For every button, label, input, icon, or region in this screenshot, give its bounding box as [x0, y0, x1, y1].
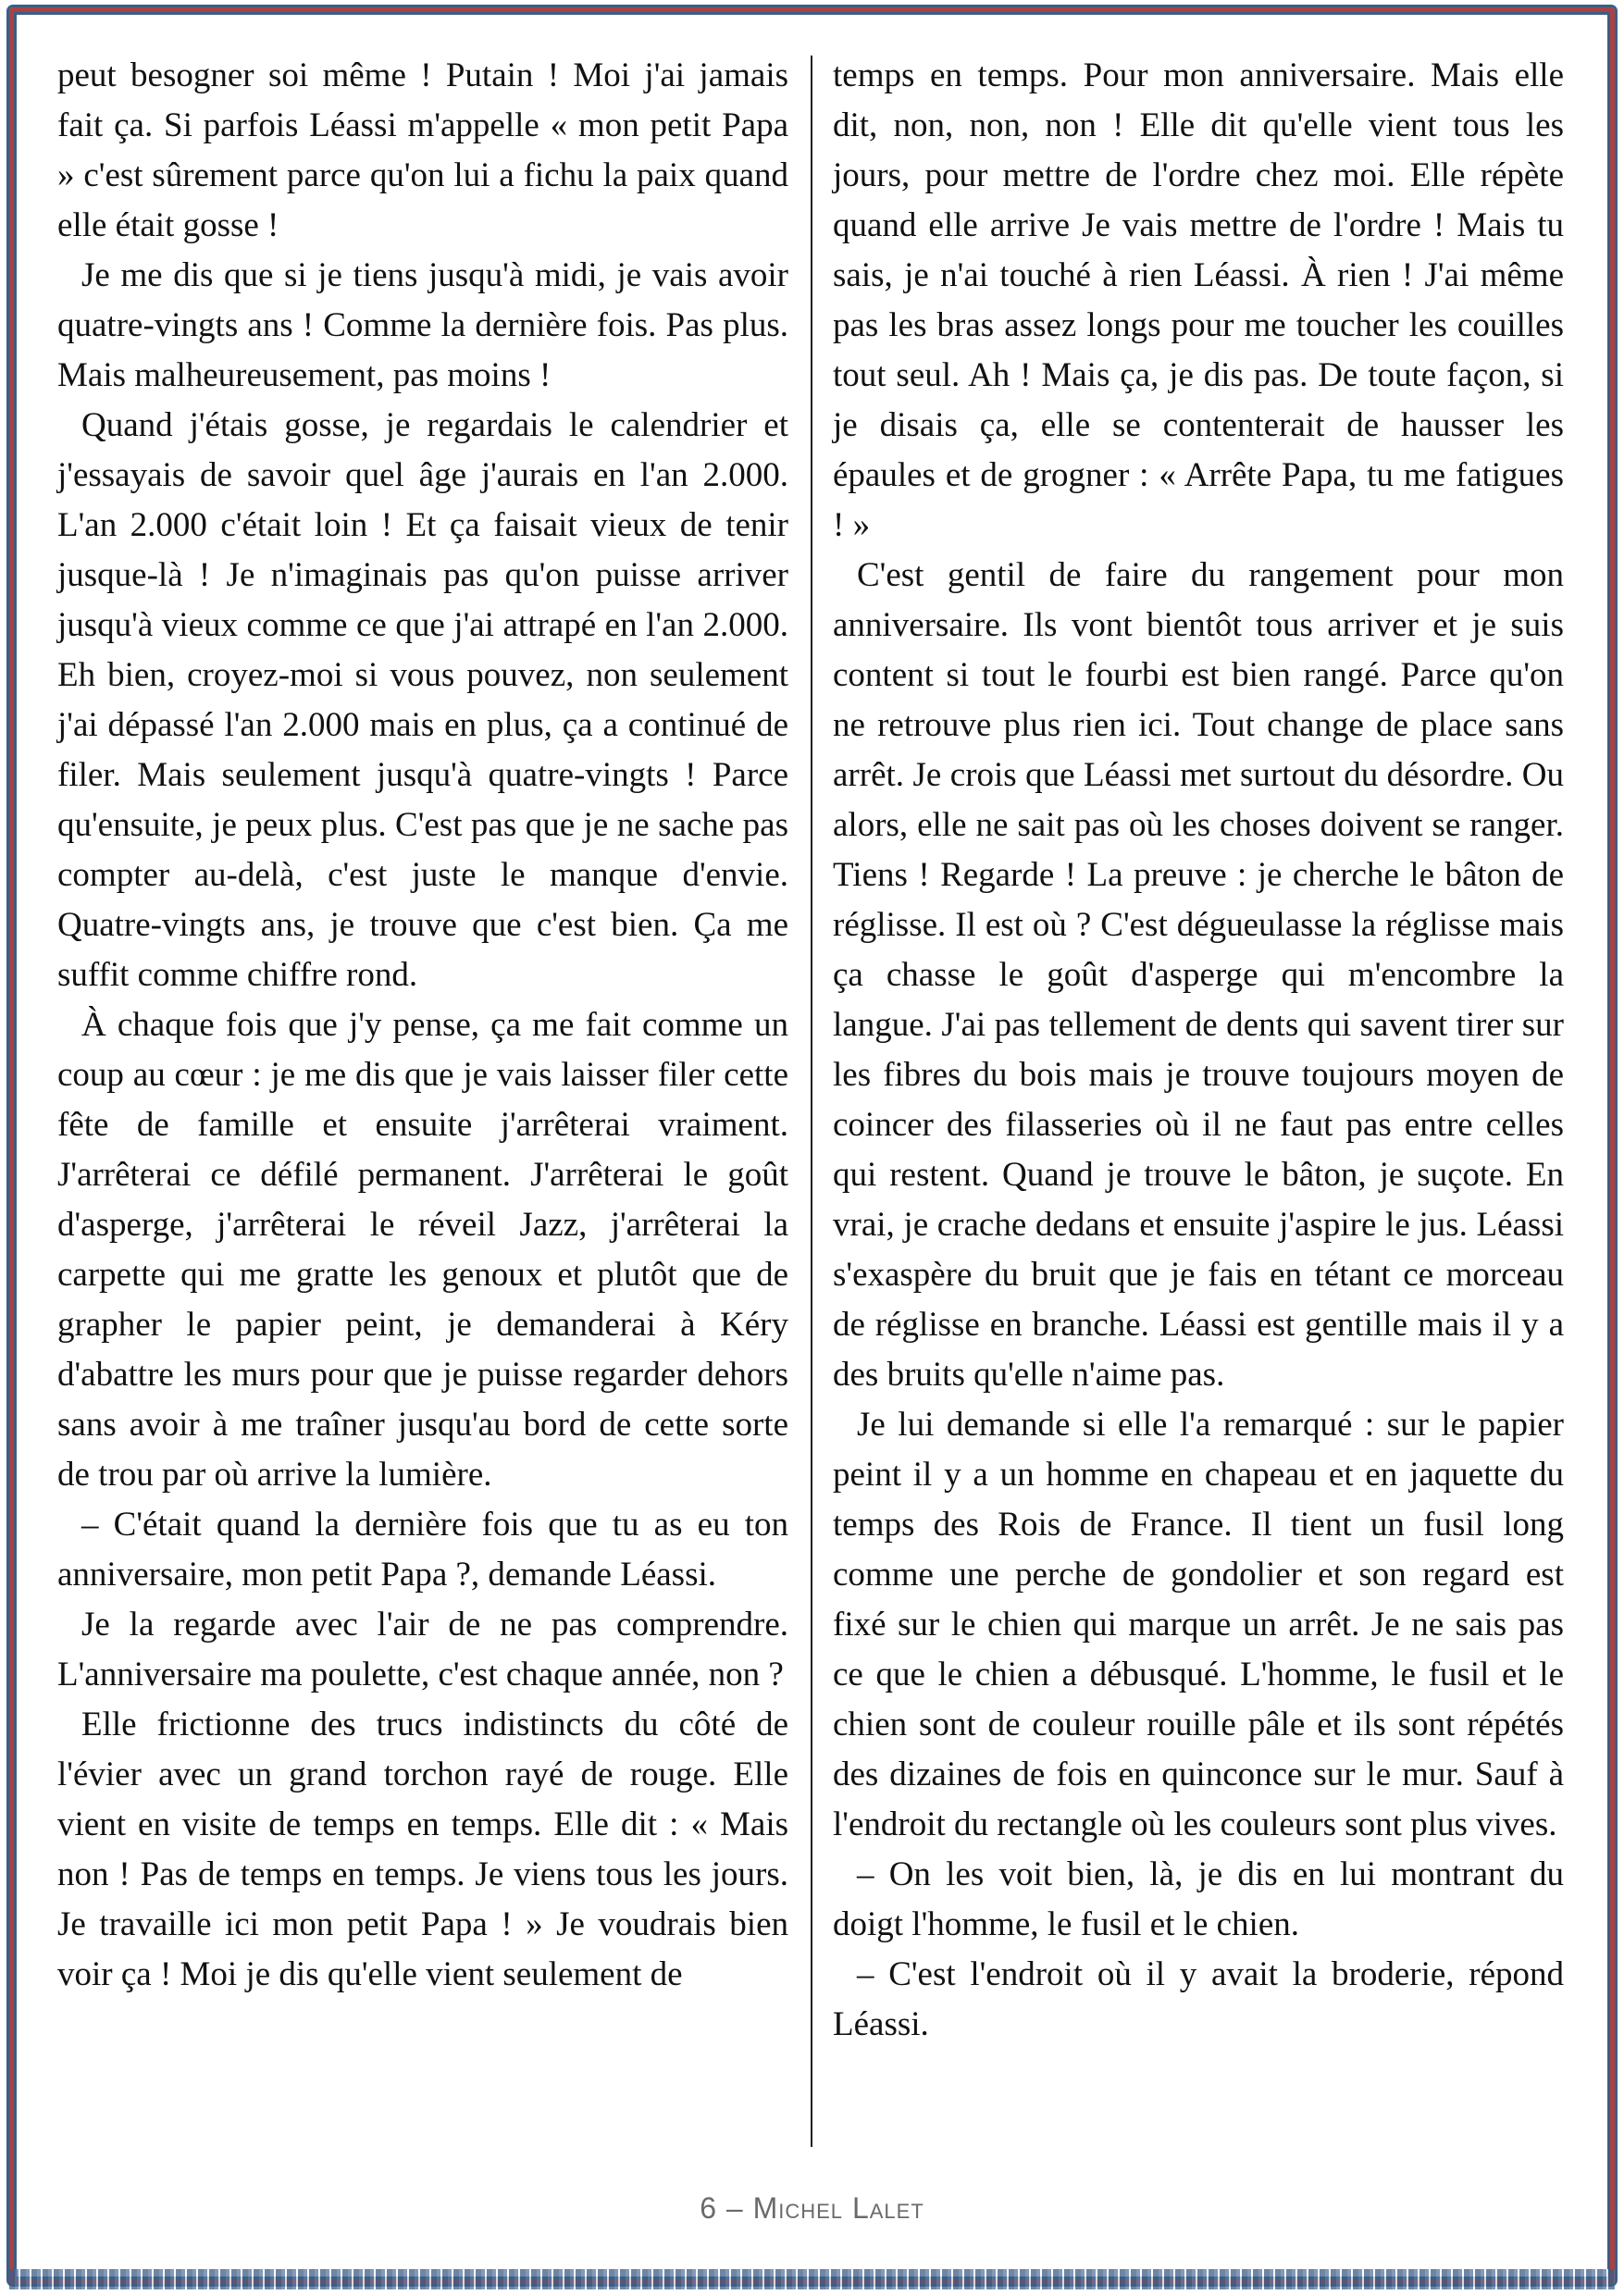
paragraph: Elle frictionne des trucs indistincts du côté de l'évier avec un grand torchon rayé de rouge. Elle vient en visite de temps en temps. Elle dit : « Mais non ! Pas de temps en temps. Je viens tous les jours. Je travaille ici mon petit Papa ! » Je voudrais bien voir ça ! Moi je dis qu'elle vient seulement de [57, 1706, 788, 1993]
paragraph: Je me dis que si je tiens jusqu'à midi, je vais avoir quatre-vingts ans ! Comme la dernière fois. Pas plus. Mais malheureusement, pas moins ! [57, 256, 788, 394]
page-footer [0, 2191, 1624, 2226]
author-name: Michel Lalet [752, 2191, 924, 2225]
paragraph: – On les voit bien, là, je dis en lui montrant du doigt l'homme, le fusil et le chien. [833, 1855, 1564, 1943]
paragraph: peut besogner soi même ! Putain ! Moi j'ai jamais fait ça. Si parfois Léassi m'appelle « mon petit Papa » c'est sûrement parce qu'on lui a fichu la paix quand elle était gosse ! [57, 56, 788, 244]
paragraph: Je la regarde avec l'air de ne pas comprendre. L'anniversaire ma poulette, c'est chaque année, non ? [57, 1606, 788, 1693]
right-text-column [833, 51, 1564, 2050]
paragraph: – C'était quand la dernière fois que tu as eu ton anniversaire, mon petit Papa ?, demande Léassi. [57, 1506, 788, 1594]
footer-separator: – [725, 2191, 744, 2225]
paragraph: – C'est l'endroit où il y avait la broderie, répond Léassi. [833, 1955, 1564, 2043]
paragraph: Quand j'étais gosse, je regardais le calendrier et j'essayais de savoir quel âge j'aurais en l'an 2.000. L'an 2.000 c'était loin ! Et ça faisait vieux de tenir jusque-là ! Je n'imaginais pas qu'on puisse arriver jusqu'à vieux comme ce que j'ai attrapé en l'an 2.000. Eh bien, croyez-moi si vous pouvez, non seulement j'ai dépassé l'an 2.000 mais en plus, ça a continué de filer. Mais seulement jusqu'à quatre-vingts ! Parce qu'ensuite, je peux plus. C'est pas que je ne sache pas compter au-delà, c'est juste le manque d'envie. Quatre-vingts ans, je trouve que c'est bien. Ça me suffit comme chiffre rond. [57, 406, 788, 994]
decorative-frame-bottom-edge [9, 2269, 1615, 2289]
paragraph: À chaque fois que j'y pense, ça me fait comme un coup au cœur : je me dis que je vais laisser filer cette fête de famille et ensuite j'arrêterai vraiment. J'arrêterai ce défilé permanent. J'arrêterai le goût d'asperge, j'arrêterai le réveil Jazz, j'arrêterai la carpette qui me gratte les genoux et plutôt que de grapher le papier peint, je demanderai à Kéry d'abattre les murs pour que je puisse regarder dehors sans avoir à me traîner jusqu'au bord de cette sorte de trou par où arrive la lumière. [57, 1006, 788, 1494]
paragraph: temps en temps. Pour mon anniversaire. Mais elle dit, non, non, non ! Elle dit qu'elle vient tous les jours, pour mettre de l'ordre chez moi. Elle répète quand elle arrive Je vais mettre de l'ordre ! Mais tu sais, je n'ai touché à rien Léassi. À rien ! J'ai même pas les bras assez longs pour me toucher les couilles tout seul. Ah ! Mais ça, je dis pas. De toute façon, si je disais ça, elle se contenterait de hausser les épaules et de grogner : « Arrête Papa, tu me fatigues ! » [833, 56, 1564, 544]
left-text-column [57, 51, 788, 2000]
paragraph: Je lui demande si elle l'a remarqué : sur le papier peint il y a un homme en chapeau et en jaquette du temps des Rois de France. Il tient un fusil long comme une perche de gondolier et son regard est fixé sur le chien qui marque un arrêt. Je ne sais pas ce que le chien a débusqué. L'homme, le fusil et le chien sont de couleur rouille pâle et ils sont répétés des dizaines de fois en quinconce sur le mur. Sauf à l'endroit du rectangle où les couleurs sont plus vives. [833, 1406, 1564, 1843]
paragraph: C'est gentil de faire du rangement pour mon anniversaire. Ils vont bientôt tous arriver et je suis content si tout le fourbi est bien rangé. Parce qu'on ne retrouve plus rien ici. Tout change de place sans arrêt. Je crois que Léassi met surtout du désordre. Ou alors, elle ne sait pas où les choses doivent se ranger. Tiens ! Regarde ! La preuve : je cherche le bâton de réglisse. Il est où ? C'est dégueulasse la réglisse mais ça chasse le goût d'asperge qui m'encombre la langue. J'ai pas tellement de dents qui savent tirer sur les fibres du bois mais je trouve toujours moyen de coincer des filasseries où il ne faut pas entre celles qui restent. Quand je trouve le bâton, je suçote. En vrai, je crache dedans et ensuite j'aspire le jus. Léassi s'exaspère du bruit que je fais en tétant ce morceau de réglisse en branche. Léassi est gentille mais il y a des bruits qu'elle n'aime pas. [833, 556, 1564, 1394]
page-number: 6 [700, 2191, 718, 2225]
column-divider [811, 56, 812, 2147]
